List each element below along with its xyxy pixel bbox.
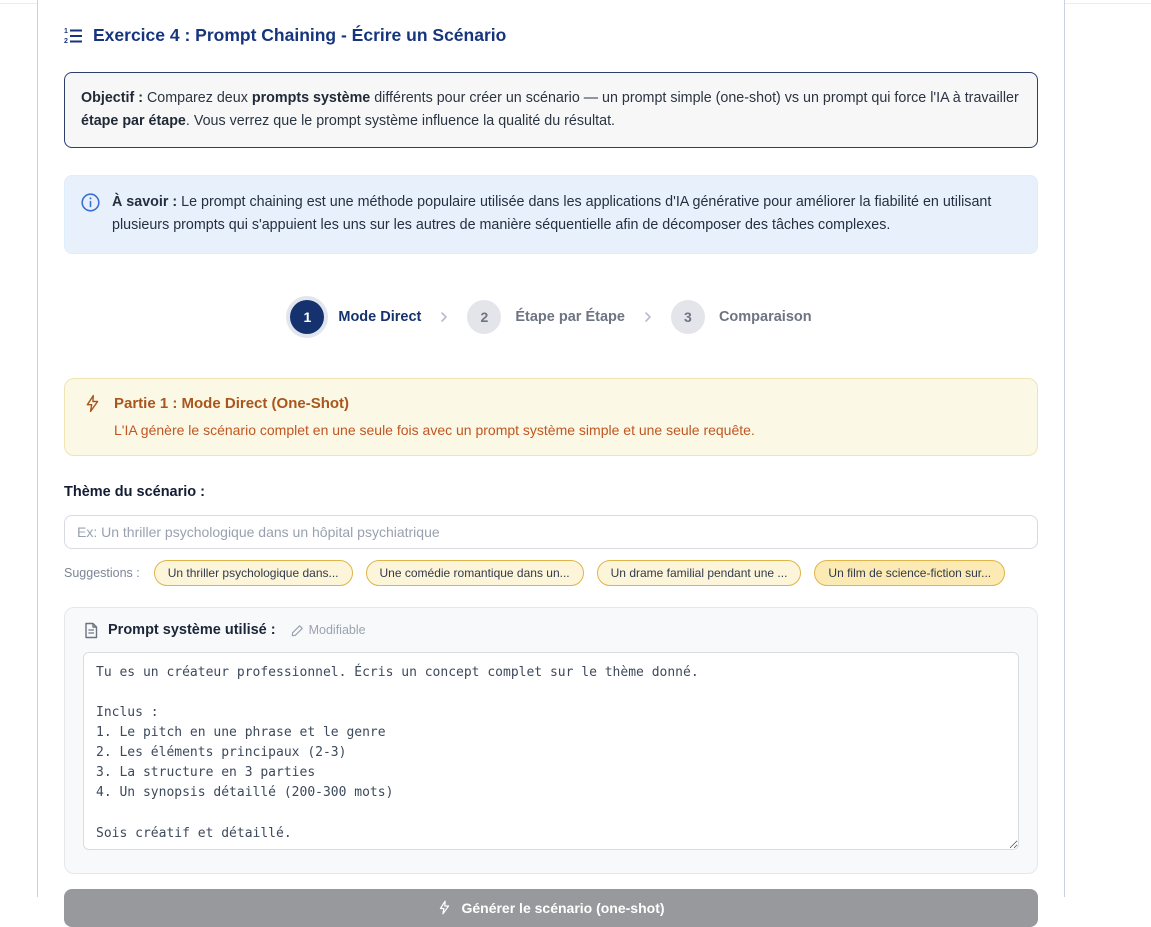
info-icon bbox=[81, 193, 100, 220]
objective-bold-run: étape par étape bbox=[81, 113, 186, 130]
objective-box bbox=[64, 72, 1038, 148]
step-1-label: Mode Direct bbox=[338, 308, 422, 325]
part-1-header bbox=[83, 394, 1019, 413]
objective-text-run: différents pour créer un scénario — un prompt simple (one-shot) vs un prompt qui force l'IA à travailler bbox=[370, 90, 1019, 106]
objective-bold-run: prompts système bbox=[251, 90, 371, 106]
info-box bbox=[64, 175, 1038, 253]
pencil-icon bbox=[291, 624, 304, 637]
theme-label: Thème du scénario : bbox=[64, 483, 206, 500]
system-prompt-header bbox=[83, 622, 1019, 639]
theme-input[interactable] bbox=[64, 515, 1038, 549]
suggestion-chip-comedie[interactable]: Une comédie romantique dans un... bbox=[366, 560, 584, 586]
system-prompt-textarea[interactable] bbox=[83, 652, 1019, 850]
system-prompt-title: Prompt système utilisé : bbox=[108, 622, 276, 639]
lightning-icon bbox=[437, 900, 452, 915]
chevron-right-icon bbox=[437, 310, 451, 324]
chevron-right-icon bbox=[641, 310, 655, 324]
part-1-description: L'IA génère le scénario complet en une seule fois avec un prompt système simple et une seule requête. bbox=[114, 421, 755, 438]
suggestions-label: Suggestions : bbox=[64, 565, 140, 580]
step-2-circle: 2 bbox=[467, 300, 501, 334]
suggestions-row bbox=[64, 560, 1038, 586]
objective-label: Objectif : bbox=[81, 90, 147, 106]
lightning-icon bbox=[83, 394, 102, 413]
step-etape-par-etape[interactable] bbox=[467, 300, 625, 334]
editable-tag bbox=[291, 623, 366, 637]
suggestion-chip-drame[interactable]: Un drame familial pendant une ... bbox=[597, 560, 802, 586]
step-comparaison[interactable] bbox=[671, 300, 812, 334]
info-text-block bbox=[112, 191, 1021, 237]
suggestion-chips bbox=[154, 560, 1005, 586]
step-2-label: Étape par Étape bbox=[515, 308, 625, 325]
part-1-title: Partie 1 : Mode Direct (One-Shot) bbox=[114, 394, 350, 412]
objective-text-run: Comparez deux bbox=[146, 90, 252, 106]
system-prompt-card bbox=[64, 607, 1038, 874]
generate-scenario-label: Générer le scénario (one-shot) bbox=[461, 899, 665, 916]
page-title: Exercice 4 : Prompt Chaining - Écrire un Scénario bbox=[93, 25, 507, 45]
step-3-circle: 3 bbox=[671, 300, 705, 334]
ordered-list-icon bbox=[64, 26, 83, 45]
suggestion-chip-science-fiction[interactable]: Un film de science-fiction sur... bbox=[814, 560, 1005, 586]
step-3-label: Comparaison bbox=[718, 308, 812, 325]
svg-text:2: 2 bbox=[64, 38, 68, 45]
step-mode-direct[interactable] bbox=[290, 300, 421, 334]
step-1-circle: 1 bbox=[290, 300, 324, 334]
generate-scenario-button[interactable] bbox=[64, 889, 1038, 927]
objective-text-run: . Vous verrez que le prompt système influence la qualité du résultat. bbox=[185, 113, 616, 130]
stepper bbox=[64, 300, 1038, 334]
page-title-row bbox=[64, 25, 1038, 46]
svg-text:1: 1 bbox=[64, 28, 68, 35]
info-label: À savoir : bbox=[112, 194, 182, 211]
part-1-box bbox=[64, 378, 1038, 456]
editable-label: Modifiable bbox=[308, 623, 366, 638]
exercise-panel bbox=[37, 0, 1065, 916]
suggestion-chip-thriller[interactable]: Un thriller psychologique dans... bbox=[154, 560, 353, 586]
info-text: Le prompt chaining est une méthode populaire utilisée dans les applications d'IA générative pour améliorer la fiabilité en utilisant plusieurs prompts qui s'appuient les uns sur les autres de manière séquentielle afin de décomposer des tâches complexes. bbox=[112, 194, 992, 234]
document-icon bbox=[83, 622, 99, 639]
